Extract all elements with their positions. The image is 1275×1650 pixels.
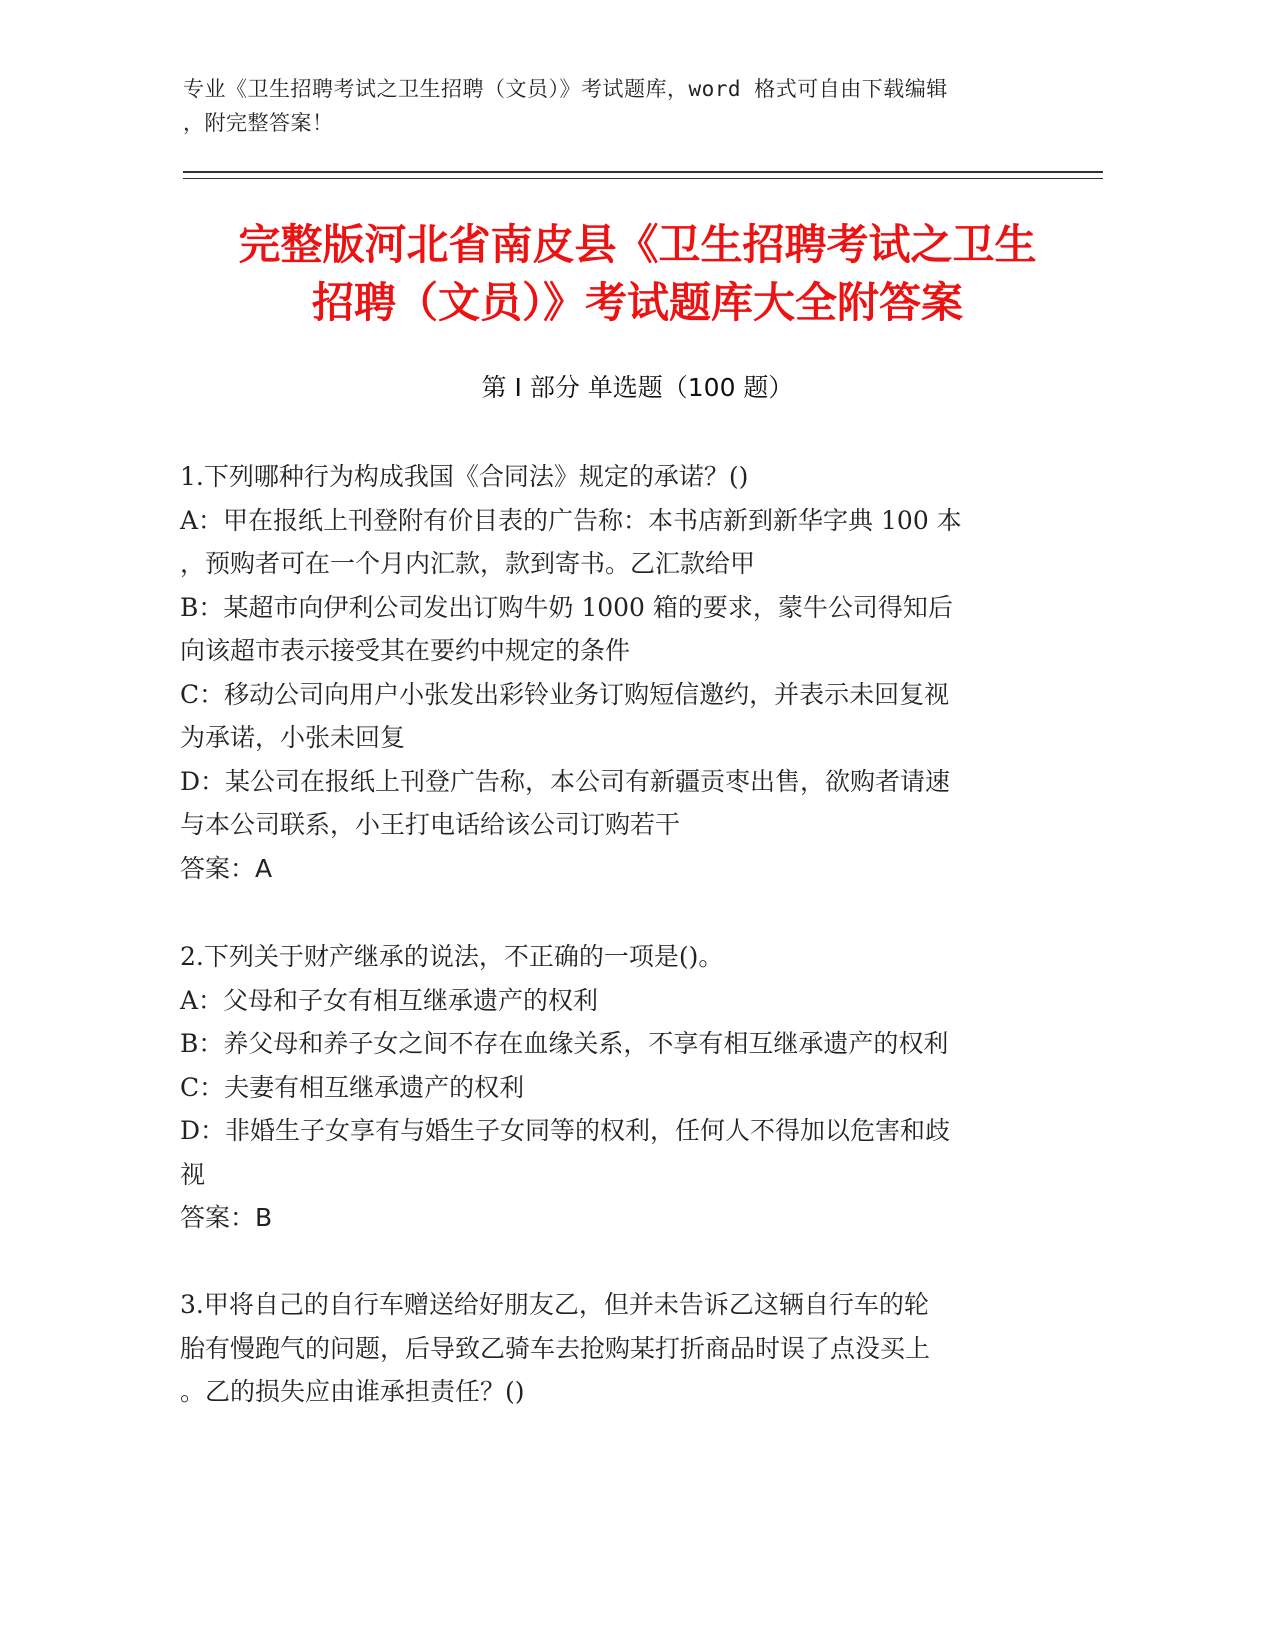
option-a: A：父母和子女有相互继承遗产的权利 — [180, 985, 599, 1015]
question-block — [180, 1283, 1080, 1414]
question-stem: 3.甲将自己的自行车赠送给好朋友乙，但并未告诉乙这辆自行车的轮 — [180, 1290, 929, 1319]
question-block — [180, 455, 1080, 890]
document-title-line: 完整版河北省南皮县《卫生招聘考试之卫生 — [238, 220, 1037, 269]
option-c: C：移动公司向用户小张发出彩铃业务订购短信邀约，并表示未回复视 — [180, 679, 950, 709]
answer-line: 答案：B — [180, 1203, 273, 1232]
document-title — [100, 216, 1175, 332]
option-d-continued: 视 — [180, 1159, 206, 1189]
section-title: 第 I 部分 单选题（100 题） — [481, 373, 794, 402]
question-stem-continued: 胎有慢跑气的问题，后导致乙骑车去抢购某打折商品时误了点没买上 — [180, 1333, 931, 1363]
option-b-continued: 向该超市表示接受其在要约中规定的条件 — [180, 636, 631, 665]
option-d: D：某公司在报纸上刊登广告称，本公司有新疆贡枣出售，欲购者请速 — [180, 766, 951, 796]
header-note-line: ，附完整答案！ — [183, 111, 334, 135]
option-a: A：甲在报纸上刊登附有价目表的广告称：本书店新到新华字典 100 本 — [180, 505, 962, 535]
header-divider — [183, 171, 1103, 173]
option-a-continued: ，预购者可在一个月内汇款，款到寄书。乙汇款给甲 — [180, 549, 756, 578]
answer-line: 答案：A — [180, 853, 273, 883]
question-block — [180, 935, 1080, 1240]
option-b: B：养父母和养子女之间不存在血缘关系，不享有相互继承遗产的权利 — [180, 1029, 949, 1058]
document-title-line: 招聘（文员）》考试题库大全附答案 — [311, 278, 963, 327]
header-note — [183, 72, 1063, 140]
question-stem: 1.下列哪种行为构成我国《合同法》规定的承诺？() — [180, 462, 749, 491]
header-note-line: 专业《卫生招聘考试之卫生招聘（文员）》考试题库，word 格式可自由下载编辑 — [183, 77, 948, 101]
option-c: C：夫妻有相互继承遗产的权利 — [180, 1072, 525, 1102]
option-d: D：非婚生子女享有与婚生子女同等的权利，任何人不得加以危害和歧 — [180, 1116, 951, 1145]
option-c-continued: 为承诺，小张未回复 — [180, 723, 406, 752]
option-b: B：某超市向伊利公司发出订购牛奶 1000 箱的要求，蒙牛公司得知后 — [180, 592, 953, 622]
question-stem: 2.下列关于财产继承的说法，不正确的一项是()。 — [180, 942, 724, 971]
option-d-continued: 与本公司联系，小王打电话给该公司订购若干 — [180, 810, 681, 839]
question-stem-continued: 。乙的损失应由谁承担责任？() — [180, 1377, 525, 1406]
header-divider-thin — [183, 178, 1103, 179]
